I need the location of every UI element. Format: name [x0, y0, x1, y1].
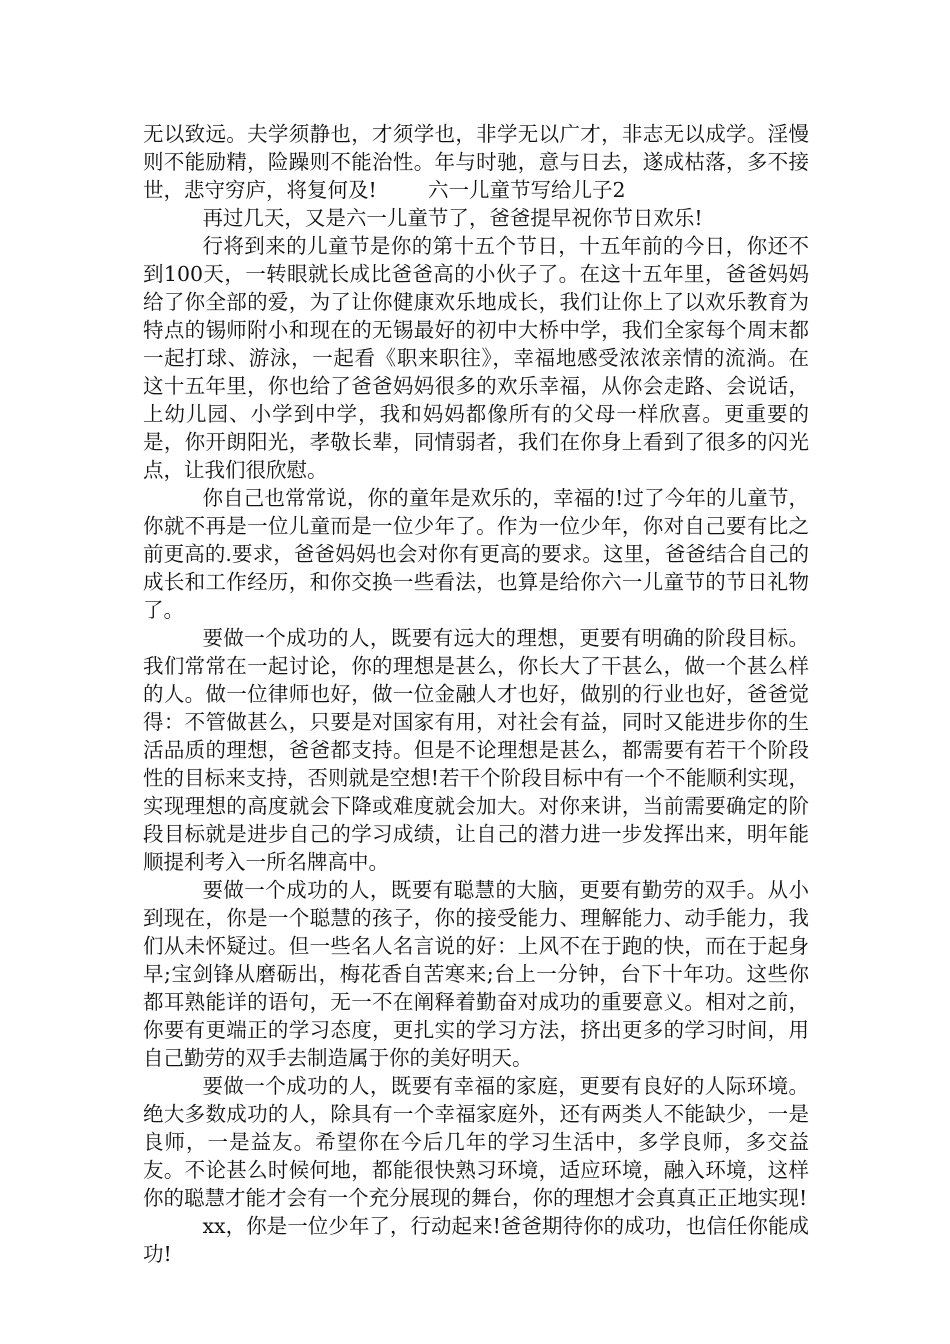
paragraph-5: 要做一个成功的人，既要有远大的理想，更要有明确的阶段目标。我们常常在一起讨论，你的理想是甚么，你长大了干甚么，做一个甚么样的人。做一位律师也好，做一位金融人才也好，做别的行业也好，爸爸觉得：不管做甚么，只要是对国家有用，对社会有益，同时又能进步你的生活品质的理想，爸爸都支持。但是不论理想是甚么，都需要有若干个阶段性的目标来支持，否则就是空想!若干个阶段目标中有一个不能顺利实现，实现理想的高度就会下降或难度就会加大。对你来讲，当前需要确定的阶段目标就是进步自己的学习成绩，让自己的潜力进一步发挥出来，明年能顺提利考入一所名牌高中。 [143, 626, 809, 874]
document-body [143, 120, 809, 1268]
paragraph-8: xx，你是一位少年了，行动起来!爸爸期待你的成功，也信任你能成功! [143, 1214, 809, 1266]
paragraph-6: 要做一个成功的人，既要有聪慧的大脑，更要有勤劳的双手。从小到现在，你是一个聪慧的孩子，你的接受能力、理解能力、动手能力，我们从未怀疑过。但一些名人名言说的好：上风不在于跑的快，而在于起身早;宝剑锋从磨砺出，梅花香自苦寒来;台上一分钟，台下十年功。这些你都耳熟能详的语句，无一不在阐释着勤奋对成功的重要意义。相对之前，你要有更端正的学习态度，更扎实的学习方法，挤出更多的学习时间，用自己勤劳的双手去制造属于你的美好明天。 [143, 878, 809, 1070]
paragraph-4: 你自己也常常说，你的童年是欢乐的，幸福的!过了今年的儿童节，你就不再是一位儿童而是一位少年了。作为一位少年，你对自己要有比之前更高的.要求，爸爸妈妈也会对你有更高的要求。这里，爸爸结合自己的成长和工作经历，和你交换一些看法，也算是给你六一儿童节的节日礼物了。 [143, 486, 809, 622]
paragraph-1-text: 无以致远。夫学须静也，才须学也，非学无以广才，非志无以成学。淫慢则不能励精，险躁则不能治性。年与时驰，意与日去，遂成枯落，多不接世，悲守穷庐，将复何及! [143, 122, 809, 202]
paragraph-7: 要做一个成功的人，既要有幸福的家庭，更要有良好的人际环境。绝大多数成功的人，除具有一个幸福家庭外，还有两类人不能缺少，一是良师，一是益友。希望你在今后几年的学习生活中，多学良师，多交益友。不论甚么时候何地，都能很快熟习环境，适应环境，融入环境，这样你的聪慧才能才会有一个充分展现的舞台，你的理想才会真真正正地实现! [143, 1074, 809, 1210]
paragraph-3: 行将到来的儿童节是你的第十五个节日，十五年前的今日，你还不到100天，一转眼就长成比爸爸高的小伙子了。在这十五年里，爸爸妈妈给了你全部的爱，为了让你健康欢乐地成长，我们让你上了以欢乐教育为特点的锡师附小和现在的无锡最好的初中大桥中学，我们全家每个周末都一起打球、游泳，一起看《职来职往》，幸福地感受浓浓亲情的流淌。在这十五年里，你也给了爸爸妈妈很多的欢乐幸福，从你会走路、会说话，上幼儿园、小学到中学，我和妈妈都像所有的父母一样欣喜。更重要的是，你开朗阳光，孝敬长辈，同情弱者，我们在你身上看到了很多的闪光点，让我们很欣慰。 [143, 234, 809, 482]
paragraph-2: 再过几天，又是六一儿童节了，爸爸提早祝你节日欢乐! [202, 206, 703, 230]
paragraph-1 [143, 120, 809, 204]
section-heading: 六一儿童节写给儿子2 [428, 178, 626, 202]
